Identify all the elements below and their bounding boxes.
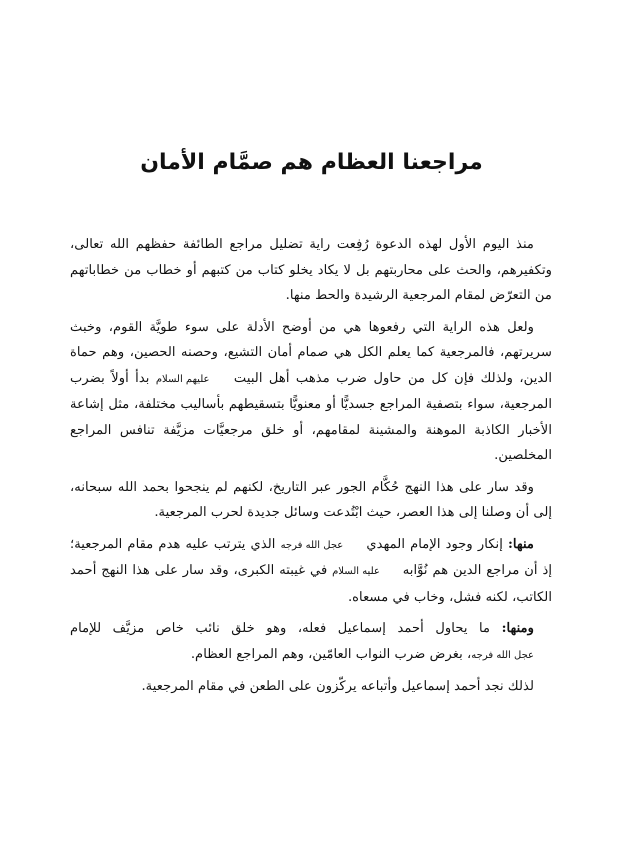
paragraph-5: [70, 616, 552, 668]
paragraph-2-part-a: ولعل هذه الراية التي رفعوها هي من أوضح الأدلة على سوء طويَّة القوم، وخبث سريرتهم، فالمرجعية كما يعلم الكل هي صمام أمان التشيع، وحصنه الحصين، وهم حماة الدين، ولذلك فإن كل من حاول ضرب مذهب أهل البيت: [70, 319, 552, 386]
article-body: [70, 232, 552, 700]
paragraph-3: وقد سار على هذا النهج حُكَّام الجور عبر التاريخ، لكنهم لم ينجحوا بحمد الله سبحانه، إلى أن وصلنا إلى هذا العصر، حيث ابْتُدعت وسائل جديدة لحرب المرجعية.: [70, 479, 552, 520]
paragraph-2-part-b: بدأ أولاً بضرب المرجعية، سواء بتصفية المراجع جسديًّا أو معنويًّا بتسقيطهم بأساليب مختلفة، مثل إشاعة الأخبار الكاذبة الموهنة والمشينة لمقامهم، أو خلق مرجعيَّات مزيَّفة تنافس المراجع المخلصين.: [70, 370, 552, 463]
paragraph-4-part-b: الذي يترتب عليه هدم مقام المرجعية؛ إذ أن مراجع الدين هم نُوَّابه: [70, 536, 552, 578]
honorific-ahlulbayt: عليهم السلام: [155, 373, 210, 385]
paragraph-5-part-b: ، بغرض ضرب النواب العامّين، وهم المراجع العظام.: [190, 646, 472, 662]
honorific-mahdi: عجل الله فرجه: [280, 539, 344, 551]
paragraph-5-part-a: ما يحاول أحمد إسماعيل فعله، وهو خلق نائب خاص مزيَّف للإمام: [70, 621, 491, 636]
paragraph-2: [70, 315, 552, 469]
paragraph-4-part-c: في غيبته الكبرى، وقد سار على هذا النهج أحمد الكاتب، لكنه فشل، وخاب في مسعاه.: [70, 563, 552, 605]
paragraph-4-lead: منها:: [507, 536, 534, 552]
paragraph-6: لذلك نجد أحمد إسماعيل وأتباعه يركّزون على الطعن في مقام المرجعية.: [141, 679, 534, 694]
paragraph-1: منذ اليوم الأول لهذه الدعوة رُفِعت راية تضليل مراجع الطائفة حفظهم الله تعالى، وتكفيرهم، والحث على محاربتهم بل لا يكاد يخلو كتاب من كتبهم أو خطاب من خطاباتهم من التعرّض لمقام المرجعية الرشيدة والحط منها.: [70, 237, 552, 303]
paragraph-4: [70, 532, 552, 611]
honorific-imam: عجل الله فرجه: [471, 649, 534, 661]
honorific-nuwwab: عليه السلام: [332, 566, 380, 577]
paragraph-5-lead: ومنها:: [501, 621, 534, 636]
paragraph-4-part-a: إنكار وجود الإمام المهدي: [366, 536, 503, 552]
page-title: مراجعنا العظام هم صمَّام الأمان: [140, 150, 483, 175]
